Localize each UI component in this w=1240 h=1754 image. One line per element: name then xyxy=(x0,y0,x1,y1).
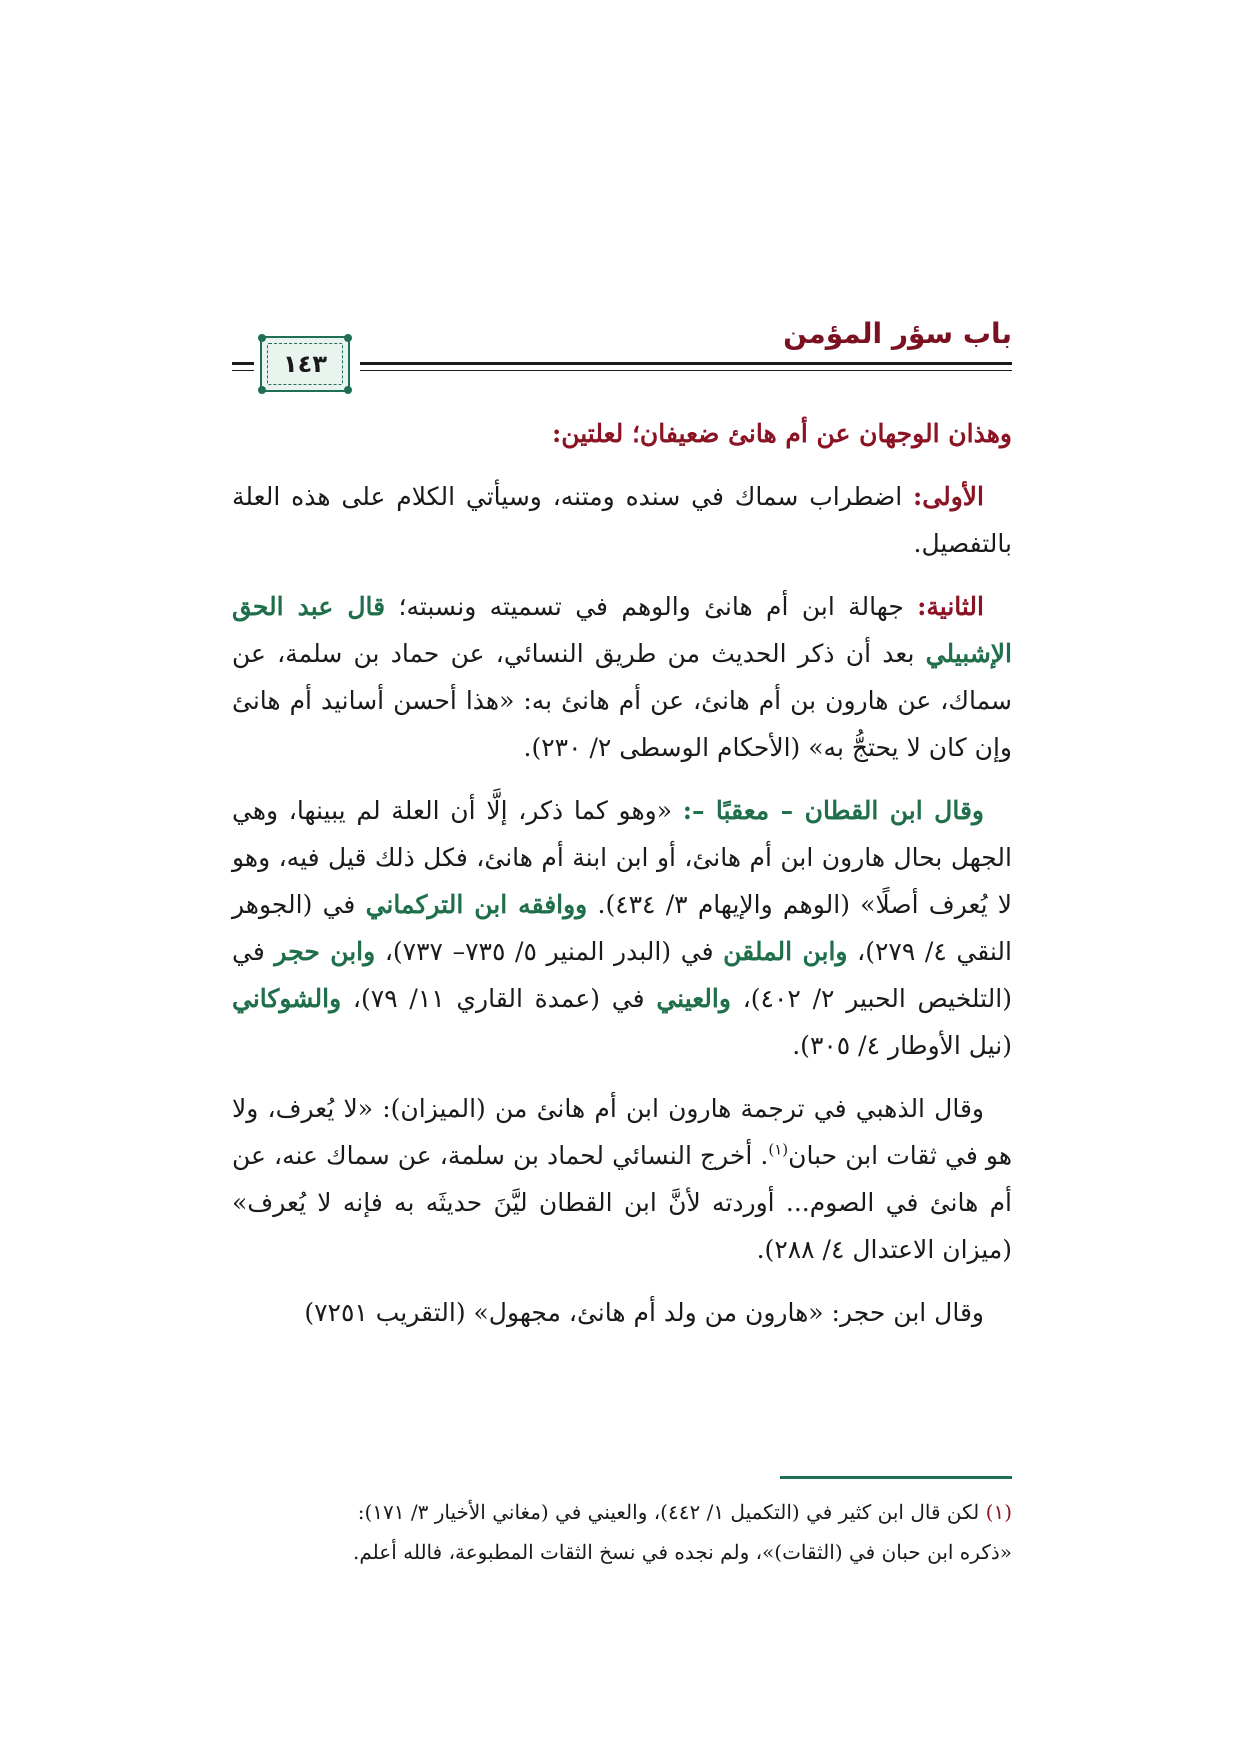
footnote-line xyxy=(232,1532,1012,1572)
paragraph-ibn-qattan xyxy=(232,787,1012,1069)
page-header xyxy=(232,313,1012,391)
text-second-b: بعد أن ذكر الحديث من طريق النسائي، عن حماد بن سلمة، عن سماك، عن هارون بن أم هانئ، عن أم هانئ به: «هذا أحسن أسانيد أم هانئ وإن كان لا يحتجُّ به» (الأحكام الوسطى ٢/ ٢٣٠). xyxy=(232,639,1012,762)
footnote-text: «ذكره ابن حبان في (الثقات)»، ولم نجده في نسخ الثقات المطبوعة، فالله أعلم. xyxy=(352,1540,1012,1564)
frame-corner-ornament xyxy=(344,386,352,394)
intro-heading: وهذان الوجهان عن أم هانئ ضعيفان؛ لعلتين: xyxy=(551,419,1012,448)
paragraph-first-cause xyxy=(232,473,1012,567)
footnote-ref[interactable]: (١) xyxy=(768,1140,789,1159)
citation: في (عمدة القاري ١١/ ٧٩)، xyxy=(341,984,657,1013)
footnote-text: لكن قال ابن كثير في (التكميل ١/ ٤٤٢)، والعيني في (مغاني الأخيار ٣/ ١٧١): xyxy=(357,1500,986,1524)
header-rule xyxy=(360,362,1012,365)
main-text xyxy=(232,410,1012,1352)
header-rule-thin xyxy=(360,370,1012,371)
scholar-name: والشوكاني xyxy=(232,984,342,1013)
paragraph-second-cause xyxy=(232,583,1012,771)
scholar-name: قال عبد الحق الإشبيلي xyxy=(232,592,1012,668)
footnote-line xyxy=(232,1492,1012,1532)
citation: في (الجوهر النقي ٤/ ٢٧٩)، xyxy=(232,890,1012,966)
frame-corner-ornament xyxy=(344,334,352,342)
quote-text: وقال ابن حجر: «هارون من ولد أم هانئ، مجهول» (التقريب ٧٢٥١) xyxy=(304,1298,984,1327)
footnote xyxy=(232,1492,1012,1572)
page-number: ١٤٣ xyxy=(283,350,327,378)
citation: في (التلخيص الحبير ٢/ ٤٠٢)، xyxy=(232,937,1012,1013)
citation: (نيل الأوطار ٤/ ٣٠٥). xyxy=(792,1031,1012,1060)
label-first: الأولى: xyxy=(913,482,984,511)
text-second-a: جهالة ابن أم هانئ والوهم في تسميته ونسبته؛ xyxy=(385,592,918,621)
footnote-divider xyxy=(780,1476,1012,1479)
chapter-title: باب سؤر المؤمن xyxy=(783,317,1012,350)
frame-corner-ornament xyxy=(258,334,266,342)
label-second: الثانية: xyxy=(917,592,984,621)
paragraph-intro xyxy=(232,410,1012,457)
quote-text: . أخرج النسائي لحماد بن سلمة، عن سماك عنه، عن أم هانئ في الصوم... أوردته لأنَّ ابن القطان ليَّنَ حديثَه به فإنه لا يُعرف» (ميزان الاعتدال ٤/ ٢٨٨). xyxy=(232,1141,1012,1264)
scholar-name: وقال ابن القطان – معقبًا –: xyxy=(682,796,984,825)
citation: في (البدر المنير ٥/ ٧٣٥– ٧٣٧)، xyxy=(375,937,724,966)
scholar-name: والعيني xyxy=(656,984,731,1013)
footnote-mark: (١) xyxy=(985,1500,1012,1524)
scholar-name: وابن حجر xyxy=(274,937,376,966)
header-rule-left xyxy=(232,362,254,365)
scholar-name: وابن الملقن xyxy=(723,937,848,966)
paragraph-dhahabi xyxy=(232,1085,1012,1273)
header-rule-left-thin xyxy=(232,370,254,371)
scholar-name: ووافقه ابن التركماني xyxy=(365,890,588,919)
paragraph-ibn-hajar xyxy=(232,1289,1012,1336)
quote-text: وقال الذهبي في ترجمة هارون ابن أم هانئ من (الميزان): «لا يُعرف، ولا هو في ثقات ابن حبان xyxy=(232,1094,1013,1170)
text-first: اضطراب سماك في سنده ومتنه، وسيأتي الكلام على هذه العلة بالتفصيل. xyxy=(232,482,1012,558)
quote-text: «وهو كما ذكر، إلَّا أن العلة لم يبينها، وهي الجهل بحال هارون ابن أم هانئ، أو ابن ابنة أم هانئ، فكل ذلك قيل فيه، وهو لا يُعرف أصلًا» (الوهم والإيهام ٣/ ٤٣٤). xyxy=(232,796,1013,919)
frame-corner-ornament xyxy=(258,386,266,394)
page-number-frame xyxy=(260,336,350,392)
